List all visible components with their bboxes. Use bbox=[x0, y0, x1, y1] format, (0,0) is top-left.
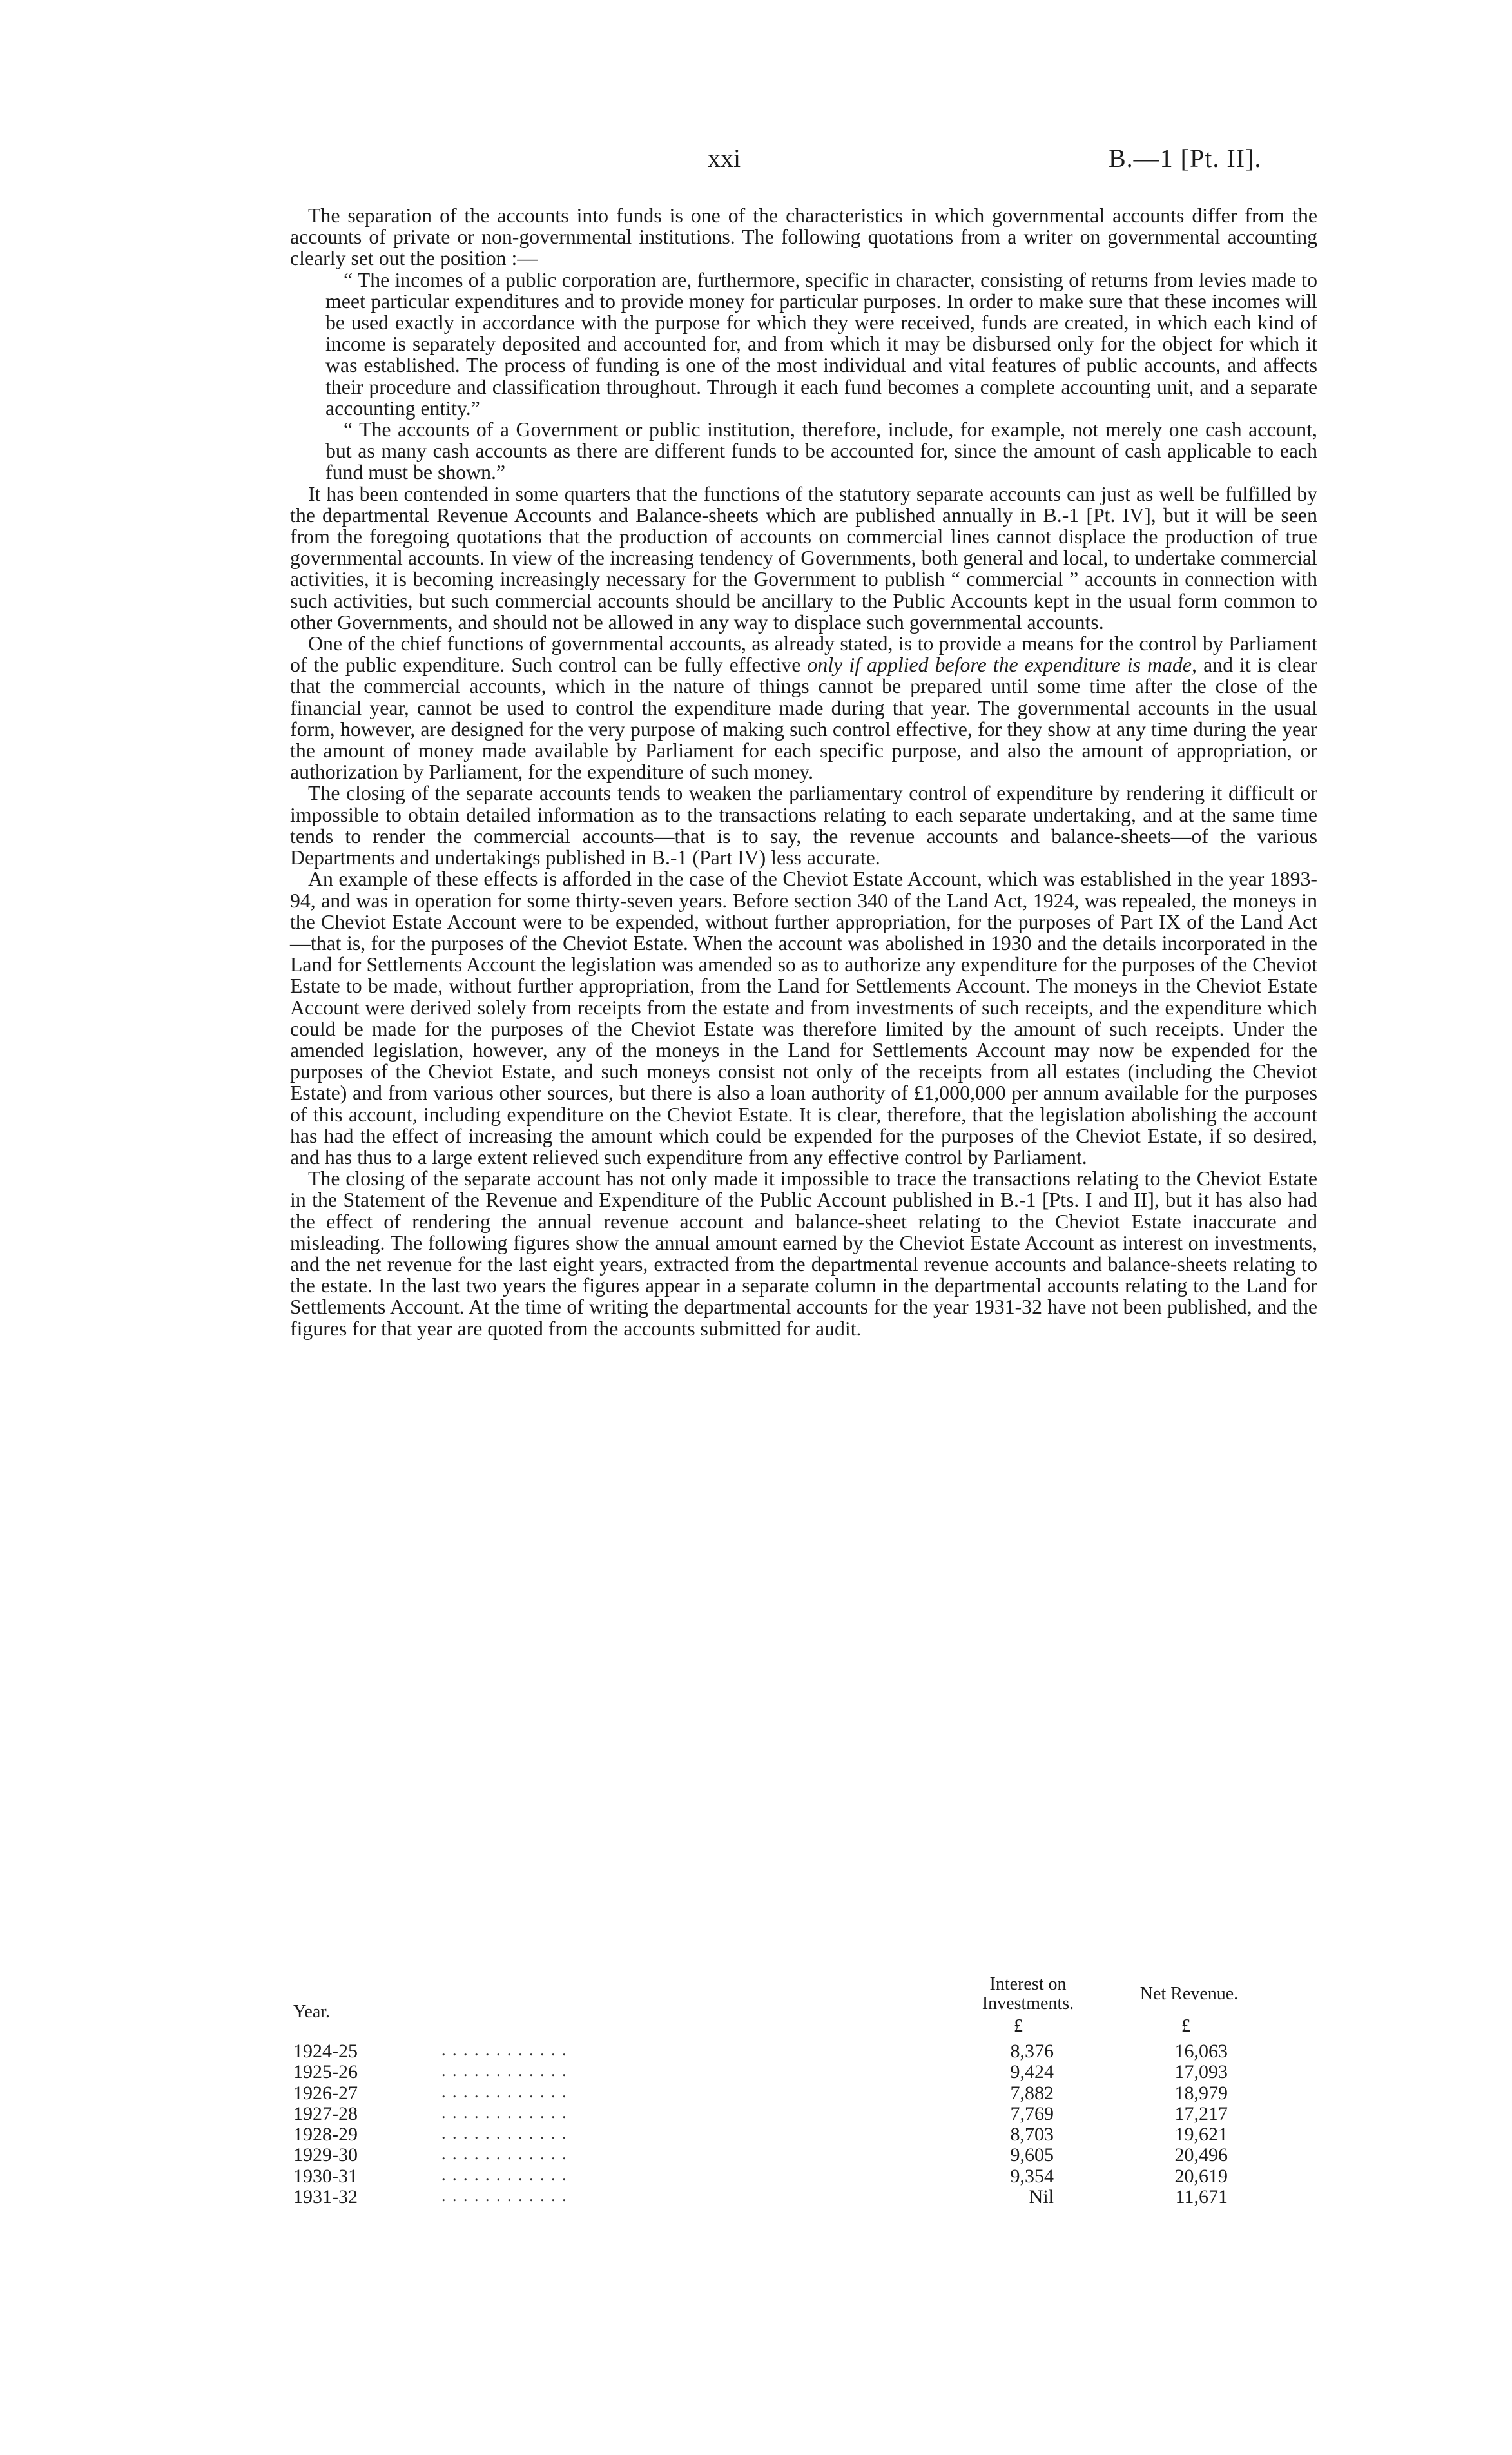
table-row bbox=[293, 2166, 1318, 2186]
row-leader-dots: . . . . . . . . . . . . bbox=[441, 2144, 568, 2164]
unit-interest: £ bbox=[1014, 2016, 1023, 2036]
row-year: 1926-27 bbox=[293, 2082, 358, 2104]
table-row bbox=[293, 2041, 1318, 2061]
row-interest: Nil bbox=[1029, 2186, 1054, 2208]
row-net-revenue: 16,063 bbox=[1174, 2041, 1228, 2062]
row-interest: 9,605 bbox=[1010, 2144, 1054, 2166]
paragraph-control bbox=[290, 633, 1317, 782]
row-interest: 7,769 bbox=[1010, 2102, 1054, 2124]
paragraph-cheviot-example: An example of these effects is afforded in the case of the Cheviot Estate Account, which was established in the year 1893-94, and was in operation for some thirty-seven years. Before section 340 of the Land Act, 1924, was repealed, the moneys in the Cheviot Estate Account were to be expended, without further appropriation, for the purposes of Part IX of the Land Act—that is, for the purposes of the Cheviot Estate. When the account was abolished in 1930 and the details incorporated in the Land for Settlements Account the legislation was amended so as to authorize any expenditure for the purposes of the Cheviot Estate to be made, without further appropriation, from the Land for Settlements Account. The moneys in the Cheviot Estate Account were derived solely from receipts from the estate and from investments of such receipts, and the expenditure which could be made for the purposes of the Cheviot Estate was therefore limited by the amount of such receipts. Under the amended legislation, however, any of the moneys in the Land for Settlements Account may now be expended for the purposes of the Cheviot Estate, and such moneys consist not only of the receipts from all estates (including the Cheviot Estate) and from various other sources, but there is also a loan authority of £1,000,000 per annum available for the purposes of this account, including expenditure on the Cheviot Estate. It is clear, therefore, that the legislation abolishing the account has had the effect of increasing the amount which could be expended for the purposes of the Cheviot Estate, if so desired, and has thus to a large extent relieved such expenditure from any effective control by Parliament. bbox=[290, 868, 1317, 1169]
paragraph-intro: The separation of the accounts into funds is one of the characteristics in which governmental accounts differ from the accounts of private or non-governmental institutions. The following quotations from a writer on governmental accounting clearly set out the position :— bbox=[290, 204, 1317, 270]
table-row bbox=[293, 2124, 1318, 2144]
quotation-1: “ The incomes of a public corporation are, furthermore, specific in character, consisting of returns from levies made to meet particular expenditures and to provide money for particular purposes. In order to make sure that these incomes will be used exactly in accordance with the purpose for which they were received, funds are created, in which each kind of income is separately deposited and accounted for, and from which it may be disbursed only for the object for which it was established. The process of funding is one of the most individual and vital features of public accounts, and affects their procedure and classification throughout. Through it each fund becomes a complete accounting unit, and a separate accounting entity.” bbox=[325, 268, 1317, 420]
table-body bbox=[293, 2041, 1318, 2207]
row-year: 1928-29 bbox=[293, 2124, 358, 2146]
table-row bbox=[293, 2103, 1318, 2124]
document-reference: B.—1 [Pt. II]. bbox=[1109, 144, 1262, 173]
table-row bbox=[293, 2061, 1318, 2082]
table-row bbox=[293, 2144, 1318, 2165]
row-leader-dots: . . . . . . . . . . . . bbox=[441, 2061, 568, 2081]
row-interest: 8,376 bbox=[1010, 2041, 1054, 2062]
unit-net-revenue: £ bbox=[1181, 2016, 1190, 2036]
row-leader-dots: . . . . . . . . . . . . bbox=[441, 2124, 568, 2143]
row-interest: 8,703 bbox=[1010, 2124, 1054, 2146]
row-net-revenue: 17,093 bbox=[1174, 2061, 1228, 2083]
paragraph-closing: The closing of the separate accounts tends to weaken the parliamentary control of expenditure by rendering it difficult or impossible to obtain detailed information as to the transactions relating to each separate undertaking, and at the same time tends to render the commercial accounts—that is to say, the revenue accounts and balance-sheets—of the various Departments and undertakings published in B.-1 (Part IV) less accurate. bbox=[290, 782, 1317, 869]
paragraph-contention: It has been contended in some quarters that the functions of the statutory separate accounts can just as well be fulfilled by the departmental Revenue Accounts and Balance-sheets which are published annually in B.-1 [Pt. IV], but it will be seen from the foregoing quotations that the production of accounts on commercial lines cannot displace the production of true governmental accounts. In view of the increasing tendency of Governments, both general and local, to undertake commercial activities, it is becoming increasingly necessary for the Government to publish “ commercial ” accounts in connection with such activities, but such commercial accounts should be ancillary to the Public Accounts kept in the usual form common to other Governments, and should not be allowed in any way to displace such governmental accounts. bbox=[290, 482, 1317, 634]
row-year: 1930-31 bbox=[293, 2165, 358, 2187]
row-leader-dots: . . . . . . . . . . . . bbox=[441, 2186, 568, 2206]
column-header-year: Year. bbox=[293, 2002, 331, 2022]
row-year: 1931-32 bbox=[293, 2186, 358, 2208]
paragraph-control-end: and it is clear that the commercial accounts, which in the nature of things cannot be prepared until some time after the close of the financial year, cannot be used to control the expenditure made during that year. The governmental accounts in the usual form, however, are designed for the very purpose of making such control effective, for they show at any time during the year the amount of money made available by Parliament for each specific purpose, and also the amount of appropriation, or authorization by Parliament, for the expenditure of such money. bbox=[290, 654, 1317, 784]
row-net-revenue: 19,621 bbox=[1174, 2124, 1228, 2146]
row-year: 1927-28 bbox=[293, 2102, 358, 2124]
row-net-revenue: 20,619 bbox=[1174, 2165, 1228, 2187]
row-leader-dots: . . . . . . . . . . . . bbox=[441, 2041, 568, 2059]
row-leader-dots: . . . . . . . . . . . . bbox=[441, 2165, 568, 2184]
row-net-revenue: 11,671 bbox=[1175, 2186, 1228, 2208]
page-number: xxi bbox=[708, 144, 741, 173]
row-leader-dots: . . . . . . . . . . . . bbox=[441, 2102, 568, 2122]
row-net-revenue: 20,496 bbox=[1174, 2144, 1228, 2166]
column-header-interest: Interest on Investments. bbox=[982, 1974, 1074, 2013]
row-interest: 9,424 bbox=[1010, 2061, 1054, 2083]
paragraph-control-start: One of the chief functions of governmental accounts, as already stated, is to provide a means for the control by Parliament of the public expenditure. Such control can be fully effective bbox=[290, 632, 1317, 677]
body-text bbox=[290, 205, 1317, 1339]
row-interest: 7,882 bbox=[1010, 2082, 1054, 2104]
paragraph-control-emphasis: only if applied before the expenditure is made, bbox=[807, 654, 1197, 677]
row-net-revenue: 17,217 bbox=[1174, 2102, 1228, 2124]
row-net-revenue: 18,979 bbox=[1174, 2082, 1228, 2104]
row-year: 1925-26 bbox=[293, 2061, 358, 2083]
row-year: 1924-25 bbox=[293, 2041, 358, 2062]
row-interest: 9,354 bbox=[1010, 2165, 1054, 2187]
row-leader-dots: . . . . . . . . . . . . bbox=[441, 2082, 568, 2101]
table-row bbox=[293, 2186, 1318, 2207]
table-row bbox=[293, 2082, 1318, 2103]
column-header-net-revenue: Net Revenue. bbox=[1139, 1984, 1239, 2004]
paragraph-cheviot-figures: The closing of the separate account has not only made it impossible to trace the transactions relating to the Cheviot Estate in the Statement of the Revenue and Expenditure of the Public Account published in B.-1 [Pts. I and II], but it has also had the effect of rendering the annual revenue account and balance-sheet relating to the Cheviot Estate inaccurate and misleading. The following figures show the annual amount earned by the Cheviot Estate Account as interest on investments, and the net revenue for the last eight years, extracted from the departmental revenue accounts and balance-sheets relating to the estate. In the last two years the figures appear in a separate column in the departmental accounts relating to the Land for Settlements Account. At the time of writing the departmental accounts for the year 1931-32 have not been published, and the figures for that year are quoted from the accounts submitted for audit. bbox=[290, 1167, 1317, 1340]
row-year: 1929-30 bbox=[293, 2144, 358, 2166]
quotation-2: “ The accounts of a Government or public institution, therefore, include, for example, not merely one cash account, but as many cash accounts as there are different funds to be accounted for, since the amount of cash applicable to each fund must be shown.” bbox=[325, 418, 1317, 484]
